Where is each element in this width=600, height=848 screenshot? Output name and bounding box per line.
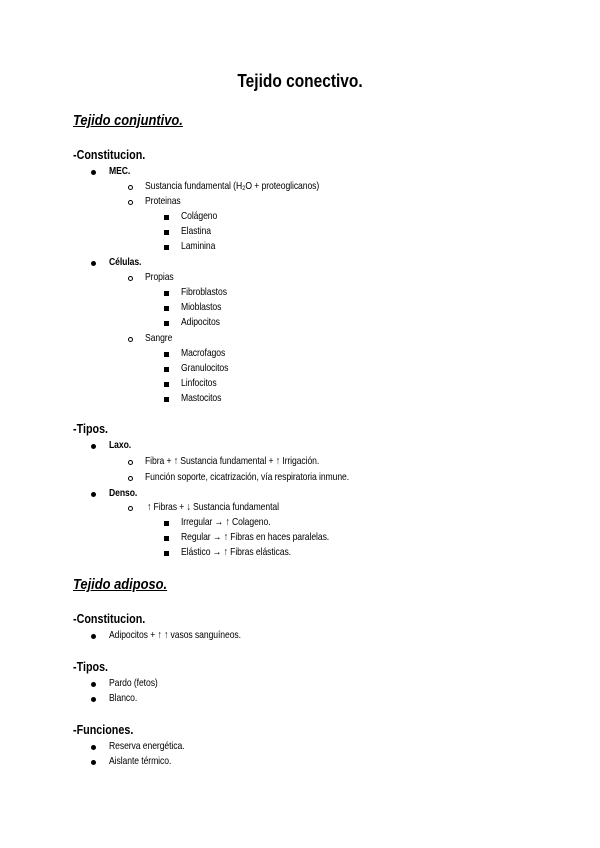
section-heading-adiposo: Tejido adiposo. — [73, 576, 168, 593]
circle-bullet-icon — [128, 460, 133, 465]
list-item-aislante: Aislante térmico. — [109, 755, 172, 767]
list-item-elastico: Elástico → ↑ Fibras elásticas. — [181, 546, 291, 558]
square-bullet-icon — [164, 352, 169, 357]
list-item-laminina: Laminina — [181, 240, 216, 252]
square-bullet-icon — [164, 397, 169, 402]
circle-bullet-icon — [128, 185, 133, 190]
subheading-tipos: -Tipos. — [73, 422, 109, 436]
bullet-icon — [91, 697, 96, 702]
list-item-sangre: Sangre — [145, 332, 173, 344]
square-bullet-icon — [164, 291, 169, 296]
circle-bullet-icon — [128, 337, 133, 342]
bullet-icon — [91, 760, 96, 765]
bullet-icon — [91, 634, 96, 639]
list-item-propias: Propias — [145, 271, 174, 283]
section-heading-conjuntivo: Tejido conjuntivo. — [73, 112, 183, 129]
bullet-icon — [91, 170, 96, 175]
square-bullet-icon — [164, 245, 169, 250]
list-item-mec: MEC. — [109, 165, 131, 177]
list-item-linfocitos: Linfocitos — [181, 377, 217, 389]
bullet-icon — [91, 261, 96, 266]
bullet-icon — [91, 682, 96, 687]
square-bullet-icon — [164, 521, 169, 526]
list-item-laxo: Laxo. — [109, 439, 132, 451]
list-item-adipocitos: Adipocitos — [181, 316, 220, 328]
list-item-irregular: Irregular → ↑ Colageno. — [181, 516, 271, 528]
square-bullet-icon — [164, 551, 169, 556]
list-item-pardo: Pardo (fetos) — [109, 677, 158, 689]
circle-bullet-icon — [128, 506, 133, 511]
document-title: Tejido conectivo. — [237, 71, 363, 91]
list-item-laxo-detail-2: Función soporte, cicatrización, vía respiratoria inmune. — [145, 471, 350, 483]
square-bullet-icon — [164, 306, 169, 311]
square-bullet-icon — [164, 382, 169, 387]
list-item-celulas: Células. — [109, 256, 142, 268]
list-item-sustancia: Sustancia fundamental (H₂O + proteoglicanos) — [145, 180, 320, 192]
list-item-laxo-detail-1: Fibra + ↑ Sustancia fundamental + ↑ Irrigación. — [145, 455, 320, 467]
list-item-denso-detail: ↑ Fibras + ↓ Sustancia fundamental — [147, 501, 279, 513]
list-item-mioblastos: Mioblastos — [181, 301, 222, 313]
list-item-reserva: Reserva energética. — [109, 740, 185, 752]
square-bullet-icon — [164, 536, 169, 541]
square-bullet-icon — [164, 367, 169, 372]
list-item-macrofagos: Macrofagos — [181, 347, 226, 359]
list-item-elastina: Elastina — [181, 225, 211, 237]
circle-bullet-icon — [128, 200, 133, 205]
subheading-funciones: -Funciones. — [73, 723, 134, 737]
subheading-tipos-adiposo: -Tipos. — [73, 660, 109, 674]
subheading-constitucion: -Constitucion. — [73, 148, 146, 162]
list-item-denso: Denso. — [109, 487, 138, 499]
bullet-icon — [91, 492, 96, 497]
circle-bullet-icon — [128, 276, 133, 281]
list-item-granulocitos: Granulocitos — [181, 362, 229, 374]
subheading-constitucion-adiposo: -Constitucion. — [73, 612, 146, 626]
list-item-regular: Regular → ↑ Fibras en haces paralelas. — [181, 531, 330, 543]
square-bullet-icon — [164, 230, 169, 235]
square-bullet-icon — [164, 321, 169, 326]
list-item-fibroblastos: Fibroblastos — [181, 286, 227, 298]
square-bullet-icon — [164, 215, 169, 220]
bullet-icon — [91, 444, 96, 449]
circle-bullet-icon — [128, 476, 133, 481]
list-item-colageno: Colágeno — [181, 210, 218, 222]
bullet-icon — [91, 745, 96, 750]
list-item-mastocitos: Mastocitos — [181, 392, 222, 404]
list-item-blanco: Blanco. — [109, 692, 138, 704]
list-item-proteinas: Proteinas — [145, 195, 181, 207]
list-item-adipocitos-vasos: Adipocitos + ↑ ↑ vasos sanguíneos. — [109, 629, 241, 641]
